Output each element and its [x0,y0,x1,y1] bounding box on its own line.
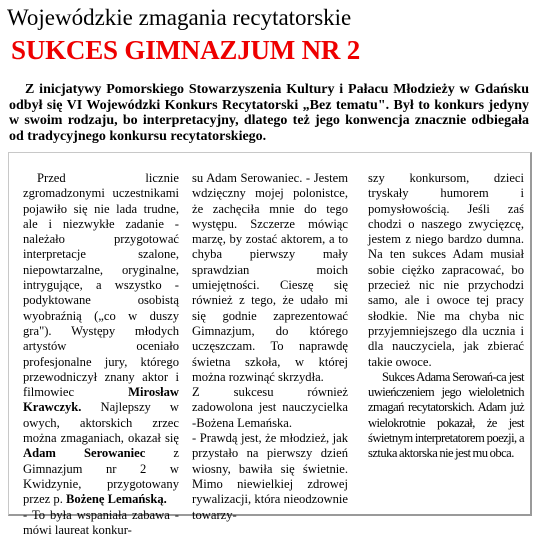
column-3-paragraph-1: szy konkursom, dzieci tryskały humorem i pomysłowością. Jeśli zaś chodzi o naszego zwycięzcę, jestem z niego bardzo dumna. Na ten sukces Adam musiał sobie ciężko zapracować, bo przecież nic nie przychodzi samo, ale i owoce tej pracy słodkie. Nie ma chyba nic przyjemniejszego dla ucznia i dla nauczyciela, jak zbierać takie owoce. [368,171,524,369]
juror-name: Mirosław Krawczyk. [23,385,179,415]
column-2-paragraph-1: su Adam Serowaniec. - Jestem wdzięczny mojej polonistce, że zachęciła mnie do tego występu. Szczerze mówiąc marzę, by zostać aktorem, a to chyba pierwszy mały sprawdzian moich umiejętności. Cieszę się również z tego, że udało mi się godnie zaprezentować Gimnazjum, do którego uczęszczam. To naprawdę świetna szkoła, w której można rozwinąć skrzydła. [192,171,348,384]
article-body-frame [8,152,532,537]
column-1-text-c: z Gimnazjum nr 2 w Kwidzynie, przygotowany przez p. [23,446,179,507]
kicker: Wojewódzkie zmagania recytatorskie [7,5,352,30]
column-3 [368,171,524,511]
column-1 [23,171,179,537]
column-1-paragraph-1 [23,171,179,508]
column-2-paragraph-3: - Prawdą jest, że młodzież, jak przystało na pierwszy dzień wiosny, bawiła się świetnie. Mimo niewielkiej zdrowej rywalizacji, która nieodzownie towarzy- [192,431,348,522]
column-2 [192,171,348,522]
column-3-paragraph-2: Sukces Adama Serowań-ca jest uwieńczeniem jego wieloletnich zmagań recytatorskich. Adam już wielokrotnie pokazał, że jest świetnym interpretatorem poezji, a sztuka aktorska nie jest mu obca. [368,369,524,461]
column-1-text-a: Przed licznie zgromadzonymi uczestnikami pojawiło się nie lada trudne, ale i niezwykłe zadanie - należało przygotować interpretacje szalone, niepowtarzalne, oryginalne, intrygujące, a wszystko - podyktowane osobistą wyobraźnią („co w duszy gra"). Występy młodych artystów oceniało profesjonalne jury, którego przewodniczył znany aktor i filmowiec [23,171,179,400]
column-2-paragraph-2: Z sukcesu również zadowolona jest nauczycielka -Bożena Lemańska. [192,385,348,430]
headline: SUKCES GIMNAZJUM NR 2 [11,35,361,65]
teacher-name: Bożenę Lemańską. [66,492,167,507]
lead-paragraph: Z inicjatywy Pomorskiego Stowarzyszenia Kultury i Pałacu Młodzieży w Gdańsku odbył się VI Wojewódzki Konkurs Recytatorski „Bez tematu". Był to konkurs jedyny w swoim rodzaju, bo interpretacyjny, dlatego też jego konwencja znacznie odbiegała od tradycyjnego konkursu recytatorskiego. [9,82,529,144]
column-1-paragraph-2: - To była wspaniała zabawa - mówi laureat konkur- [23,507,179,537]
column-1-text-b: Najlepszy w owych, aktorskich zrzec można zmaganiach, okazał się [23,400,179,446]
winner-name: Adam Serowaniec [23,446,146,461]
